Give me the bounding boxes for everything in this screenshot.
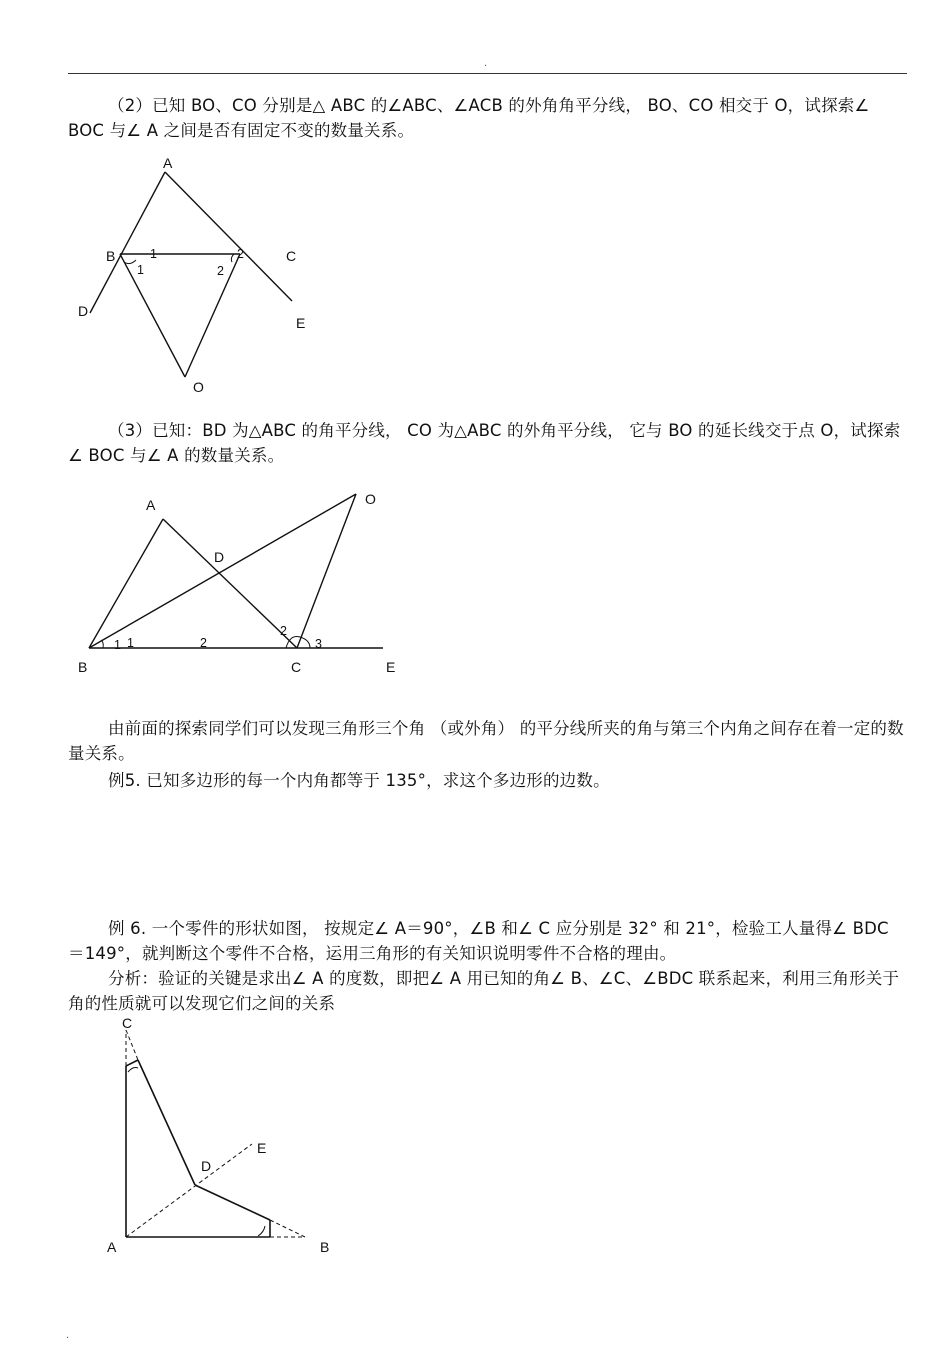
label-angle-2b: 2 (280, 624, 287, 638)
label-C: C (122, 1015, 133, 1031)
label-E: E (296, 315, 306, 331)
edge-DB (195, 1185, 270, 1220)
angle-arc-B (258, 1226, 265, 1236)
label-angle-2a: 2 (237, 247, 244, 261)
label-A: A (163, 155, 173, 171)
problem-3-body: （3）已知：BD 为△ABC 的角平分线， CO 为△ABC 的外角平分线， 它与 BO 的延长线交于点 O，试探索∠ BOC 与∠ A 的数量关系。 (68, 421, 901, 465)
label-angle-1a: 1 (114, 638, 121, 652)
label-angle-3: 3 (315, 637, 322, 651)
label-D: D (214, 549, 225, 565)
label-B: B (320, 1239, 330, 1255)
label-angle-1a: 1 (150, 247, 157, 261)
label-E: E (257, 1140, 267, 1156)
dashed-C-tip (126, 1030, 138, 1060)
label-D: D (201, 1158, 212, 1174)
label-D: D (78, 303, 89, 319)
dashed-AE (126, 1144, 252, 1237)
edge-CD (138, 1060, 195, 1185)
label-angle-2b: 2 (217, 264, 224, 278)
label-O: O (193, 379, 204, 395)
label-A: A (146, 497, 156, 513)
example-6-body: 例 6. 一个零件的形状如图， 按规定∠ A＝90°，∠B 和∠ C 应分别是 32° 和 21°，检验工人量得∠ BDC＝149°，就判断这个零件不合格，运用三角形的有关知识说明零件不合格的理由。 (68, 919, 889, 963)
label-B: B (78, 659, 88, 675)
edge-C-D (126, 1060, 138, 1066)
label-A: A (107, 1239, 117, 1255)
label-C: C (291, 659, 302, 675)
angle-arc-C (128, 1068, 138, 1073)
example-5-body: 例5. 已知多边形的每一个内角都等于 135°，求这个多边形的边数。 (108, 771, 610, 790)
summary-body: 由前面的探索同学们可以发现三角形三个角 （或外角） 的平分线所夹的角与第三个内角之间存在着一定的数量关系。 (68, 719, 904, 763)
problem-2-body: （2）已知 BO、CO 分别是△ ABC 的∠ABC、∠ACB 的外角角平分线， BO、CO 相交于 O，试探索∠ BOC 与∠ A 之间是否有固定不变的数量关系。 (68, 96, 870, 140)
footer-mark: . (66, 1330, 70, 1341)
label-angle-2a: 2 (200, 636, 207, 650)
analysis-body: 分析：验证的关键是求出∠ A 的度数，即把∠ A 用已知的角∠ B、∠C、∠BDC 联系起来，利用三角形关于角的性质就可以发现它们之间的关系 (68, 969, 900, 1013)
dashed-B-tip (270, 1220, 305, 1237)
label-C: C (286, 248, 297, 264)
header-mark: . (484, 58, 488, 69)
label-angle-1b: 1 (137, 263, 144, 277)
label-E: E (386, 659, 396, 675)
label-B: B (106, 248, 116, 264)
label-angle-1b: 1 (127, 636, 134, 650)
label-O: O (365, 491, 376, 507)
